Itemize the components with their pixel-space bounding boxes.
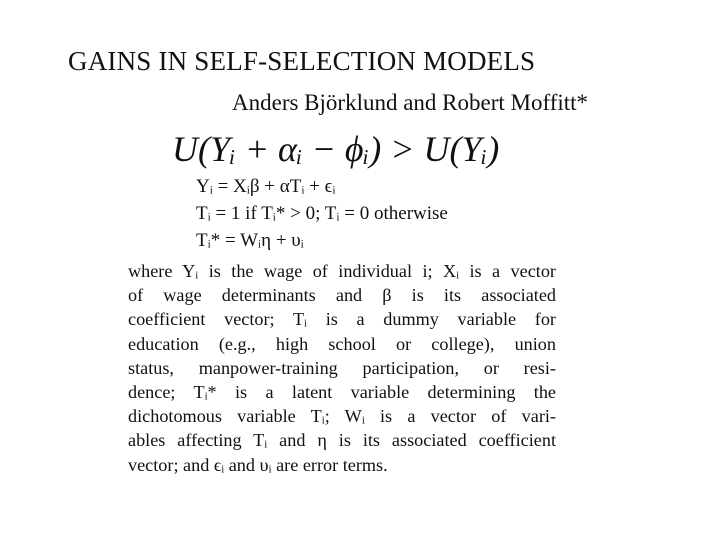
paragraph-line: vector; and ϵᵢ and υᵢ are error terms. [128, 454, 388, 475]
definitions-paragraph [128, 259, 556, 477]
paragraph-line: dichotomous variable Tᵢ; Wᵢ is a vector of vari- [128, 406, 556, 427]
treatment-indicator-equation: Tᵢ = 1 if Tᵢ* > 0; Tᵢ = 0 otherwise [196, 203, 448, 224]
paragraph-line: education (e.g., high school or college), union [128, 333, 556, 354]
utility-inequality: U(Yᵢ + αᵢ − ϕᵢ) > U(Yᵢ) [172, 129, 500, 169]
paragraph-line: coefficient vector; Tᵢ is a dummy variable for [128, 309, 556, 330]
paragraph-line: status, manpower-training participation, or resi- [128, 357, 556, 378]
paragraph-line: of wage determinants and β is its associated [128, 285, 556, 306]
paragraph-line: ables affecting Tᵢ and η is its associated coefficient [128, 430, 556, 451]
paragraph-line: dence; Tᵢ* is a latent variable determining the [128, 382, 556, 403]
wage-equation: Yᵢ = Xᵢβ + αTᵢ + ϵᵢ [196, 176, 336, 197]
latent-variable-equation: Tᵢ* = Wᵢη + υᵢ [196, 230, 304, 251]
paper-authors: Anders Björklund and Robert Moffitt* [232, 90, 589, 115]
paper-title: GAINS IN SELF-SELECTION MODELS [68, 46, 536, 76]
paragraph-line: where Yᵢ is the wage of individual i; Xᵢ is a vector [128, 261, 556, 281]
